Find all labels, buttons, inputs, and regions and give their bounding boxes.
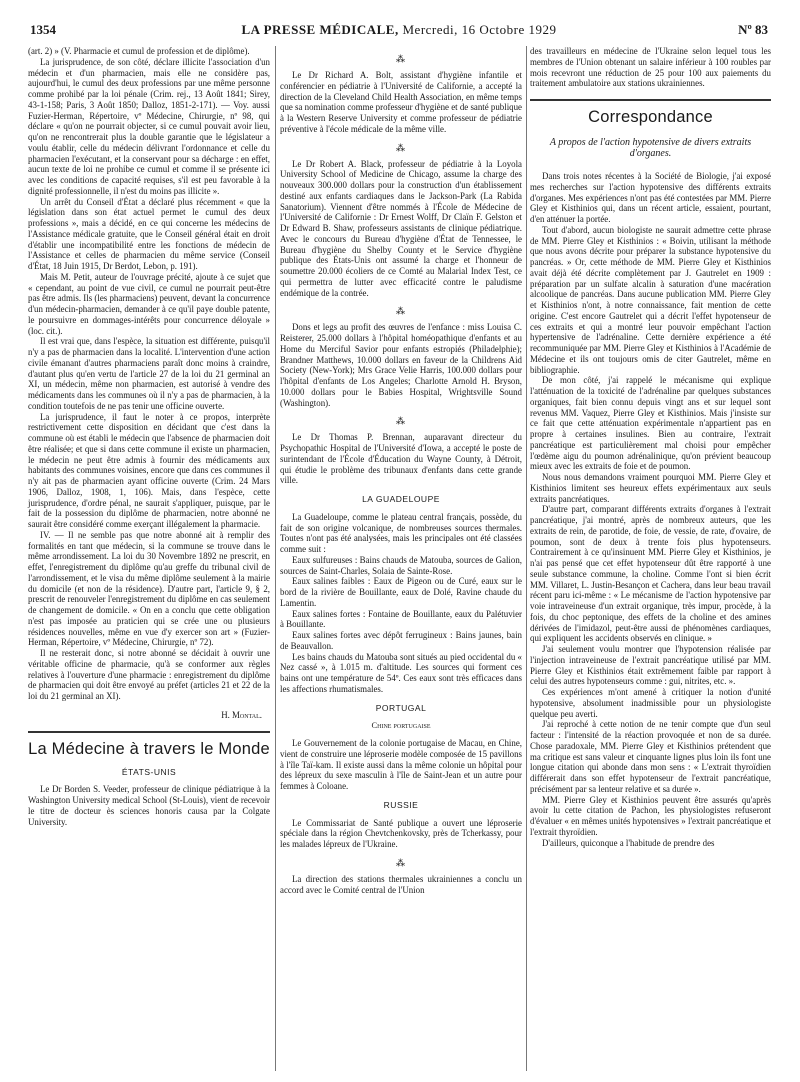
author-signature: H. Montal. bbox=[221, 709, 262, 720]
running-header bbox=[30, 22, 768, 38]
paragraph: D'autre part, comparant différents extraits d'organes à l'extrait pancréatique, j'ai montré, après de nombreux auteurs, que les extraits de rein, de parotide, de foie, de vessie, de rate, d'ovaire, de poumon, sont de deux à trente fois plus hypotenseurs. Contrairement à ce qu'insinuent MM. Pierre Gley et Kisthinios, je n'ai pas pensé que cet effet hypotenseur dût être rapporté à une seule substance commune, la choline. Comme l'ont si bien écrit MM. Villaret, L. Justin-Besançon et Cachera, dans leur beau travail récent paru ici-même : « Le mécanisme de l'action hypotensive par voie intraveineuse d'un extrait organique, très impur, procède, à la fois, du choc peptonique, des effets de la choline et des amines dérivées de l'imidazol, peut-être aussi de phénomènes cardiaques, qui expliquent les accidents observés en clinique. » bbox=[530, 504, 771, 644]
column-rule-2 bbox=[526, 46, 527, 1071]
paragraph: La jurisprudence, il faut le noter à ce propos, interprète restrictivement cette disposition en décidant que c'est dans la commune où est établi le médecin que l'absence de pharmacien doit être réalisée; et que si dans cette commune il existe un pharmacien, le médecin ne peut être admis à fournir des médicaments aux habitants des communes voisines, encore que dans ces communes il n'y ait pas de pharmacien ayant officine ouverte (Crim. 24 Mars 1906, Dalloz, 1908, 1, 106). Mais, dans l'espèce, cette jurisprudence, d'ordre pénal, ne saurait s'appliquer, puisque, par le fait de la possession du diplôme de pharmacien, notre abonné ne saurait être considéré comme exerçant illégalement la pharmacie. bbox=[28, 411, 270, 529]
paragraph: Il ne resterait donc, si notre abonné se décidait à ouvrir une véritable officine de pharmacie, qu'à se conformer aux règles relatives à l'ouverture d'une pharmacie : enregistrement du diplôme de pharmacien qui doit être envoyé au préfet (articles 21 et 22 de la loi du 21 germinal an XI). bbox=[28, 648, 270, 701]
journal-title-line bbox=[30, 22, 768, 38]
asterism-divider: ⁂ bbox=[396, 416, 406, 427]
column-rule-1 bbox=[275, 46, 276, 1071]
section-title: La Médecine à travers le Monde bbox=[28, 739, 270, 758]
paragraph: La jurisprudence, de son côté, déclare illicite l'association d'un médecin et d'un pharmacien, mais elle ne considère pas, aujourd'hui, le cumul des deux professions par une même personne comme prohibé par la loi pénale (Crim. rej., 13 Août 1841; Sirey, 43-1-158; Paris, 3 Août 1850; Dalloz, 1851-2-171). — Voy. aussi Fuzier-Herman, Répertoire, vº Médecine, Chirurgie, nº 98, qui déclare « qu'on ne pourrait objecter, si ce cumul pouvait avoir lieu, qu'on ne rencontrerait plus la double garantie que le législateur a voulu établir, celle du médecin délivrant l'ordonnance et celle du pharmacien l'exécutant, et la conservant pour sa décharge : en effet, aucun texte de loi ne prohibe ce cumul et comme il se présente ici avec les conditions de capacité requises, s'il est peu favorable à la dignité professionnelle, il n'est du moins pas illicite ». bbox=[28, 56, 270, 196]
paragraph: MM. Pierre Gley et Kisthinios peuvent être assurés qu'après avoir lu cette citation de Pachon, les physiologistes refuseront d'évaluer « en mêmes unités hypotensives » l'extrait pancréatique et l'extrait thyroïdien. bbox=[530, 794, 771, 837]
article-subtitle: A propos de l'action hypotensive de divers extraits d'organes. bbox=[549, 137, 752, 159]
asterism-divider: ⁂ bbox=[396, 142, 406, 153]
paragraph: J'ai reproché à cette notion de ne tenir compte que d'un seul facteur : l'intensité de la réaction provoquée et non de sa durée. Chose paradoxale, MM. Pierre Gley et Kisthinios prétendent que ma critique est sans valeur et cinquante lignes plus loin ils font une longue citation qui abonde dans mon sens : « L'extrait thyroïdien différerait dans son effet hypotenseur de l'extrait pancréatique, précisément par sa lenteur relative et sa durée ». bbox=[530, 719, 771, 794]
subsection-heading: ÉTATS-UNIS bbox=[121, 766, 177, 777]
paragraph: (art. 2) » (V. Pharmacie et cumul de profession et de diplôme). bbox=[28, 46, 250, 56]
paragraph: Le Dr Thomas P. Brennan, auparavant directeur du Psychopathic Hospital de l'Université d'Iowa, a accepté le poste de surintendant de l'École d'Éducation du Wayne County, à Détroit, qui étudie le problème des tribunaux d'enfants dans cette grande ville. bbox=[280, 432, 522, 486]
paragraph: Eaux salines fortes : Fontaine de Bouillante, eaux du Palétuvier à Bouillante. bbox=[280, 608, 522, 630]
paragraph: Eaux salines faibles : Eaux de Pigeon ou de Curé, eaux sur le bord de la rivière de Bouillante, eaux de Dolé, Ravine chaude du Lamentin. bbox=[280, 576, 522, 608]
paragraph: Mais M. Petit, auteur de l'ouvrage précité, ajoute à ce sujet que « cependant, au point de vue civil, ce cumul ne pourrait peut-être pas être admis. Ils (les pharmaciens) peuvent, devant la concurrence d'un médecin-pharmacien, demander à ce qu'il paye double patente, le poursuivre en dommages-intérêts pour concurrence déloyale » (loc. cit.). bbox=[28, 271, 270, 336]
paragraph: Le Dr Robert A. Black, professeur de pédiatrie à la Loyola University School of Medicine de Chicago, assume la charge des nouveaux 300.000 dollars pour la construction d'un établissement destiné aux enfants cardiaques dans le Jackson-Park (La Rabida Sanatorium). Viennent d'être nommés à l'École de Médecine de l'Université de Californie : Dr Ernest Wolff, Dr Claïn F. Gelston et Dr Edward B. Shaw, professeurs assistants de clinique pédiatrique. Avec le concours du Bureau d'hygiène d'État de Tennessee, le Bureau d'hygiène du Shelby County et le Service d'hygiène publique des États-Unis ont assumé la charge et l'honneur de soumettre 20.000 écoliers de ce Comté au Malarial Index Test, ce qui permettra de lutter avec efficacité contre le paludisme endémique de la contrée. bbox=[280, 158, 522, 298]
paragraph: D'ailleurs, quiconque a l'habitude de prendre des bbox=[542, 837, 715, 848]
paragraph: Le Dr Richard A. Bolt, assistant d'hygiène infantile et conférencier en pédiatrie à l'Université de Californie, a accepté la direction de la Cleveland Child Health Association, en même temps que sa nomination comme professeur d'hygiène et de santé publique à la Western Reserve University et comme professeur de pédiatrie préventive à l'école médicale de la même ville. bbox=[280, 70, 522, 134]
issue-date: Mercredi, 16 Octobre 1929 bbox=[402, 22, 557, 37]
section-rule bbox=[530, 99, 771, 101]
paragraph: La Guadeloupe, comme le plateau central français, possède, du fait de son origine volcanique, de nombreuses sources thermales. Toutes n'ont pas été analysées, mais les principales ont été classées comme suit : bbox=[280, 511, 522, 554]
issue-number: Nº 83 bbox=[738, 22, 768, 37]
paragraph: Le Gouvernement de la colonie portugaise de Macau, en Chine, vient de construire une léproserie modèle composée de 15 pavillons à l'île Taï-kam. Il existe aussi dans la même colonie un hôpital pour des lépreux du sexe masculin à l'île de Saint-Jean et un autre pour femmes à Coloane. bbox=[280, 738, 522, 791]
paragraph: Les bains chauds du Matouba sont situés au pied occidental du « Nez cassé », à 1.015 m. d'altitude. Les sources qui forment ces bains ont une température de 54º. Ces eaux sont très efficaces dans les affections rhumatismales. bbox=[280, 651, 522, 694]
paragraph: Eaux salines fortes avec dépôt ferrugineux : Bains jaunes, bain de Beauvallon. bbox=[280, 630, 522, 651]
paragraph: Dans trois notes récentes à la Société de Biologie, j'ai exposé mes recherches sur l'action hypotensive des différents extraits d'organes. Mes expériences n'ont pas été contestées par MM. Pierre Gley et Kisthinios qui, dans un récent article, essaient, pourtant, d'en atténuer la portée. bbox=[530, 171, 771, 224]
paragraph: Le Commissariat de Santé publique a ouvert une léproserie spéciale dans la région Chevtchenkovsky, près de Tcherkassy, pour les malades lépreux de l'Ukraine. bbox=[280, 817, 522, 849]
section-title: Correspondance bbox=[588, 108, 713, 126]
column-3 bbox=[530, 46, 771, 848]
asterism-divider: ⁂ bbox=[396, 857, 406, 868]
paragraph: De mon côté, j'ai rappelé le mécanisme qui explique l'atténuation de la toxicité de l'adrénaline par quelques substances organiques, fait bien connu depuis vingt ans et sur lequel sont revenus MM. Vaquez, Pierre Gley et Kisthinios. Mais j'insiste sur ce fait que cette atténuation expérimentale n'appartient pas en propre à certaines insulines. Bien au contraire, l'extrait pancréatique est particulièrement mal choisi pour empêcher l'œdème aigu du poumon adrénalinique, qu'on prévient beaucoup mieux avec les extraits de foie et de poumon. bbox=[530, 375, 771, 472]
paragraph: La direction des stations thermales ukrainiennes a conclu un accord avec le Comité central de l'Union bbox=[280, 873, 522, 895]
asterism-divider: ⁂ bbox=[396, 54, 406, 64]
asterism-divider: ⁂ bbox=[396, 306, 406, 317]
subsection-heading: RUSSIE bbox=[383, 799, 419, 810]
column-1 bbox=[28, 46, 270, 827]
paragraph: Tout d'abord, aucun biologiste ne saurait admettre cette phrase de MM. Pierre Gley et Kisthinios : « Boivin, utilisant la méthode que nous avons décrite pour préparer la substance hypotensive du pancréas. » Or, cette méthode de MM. Pierre Gley et Kisthinios avait déjà été décrite complètement par J. Gautrelet en 1909 : préparation par un sulfate alcalin à saturation d'une macération alcoolique de pancréas. Dans aucune publication MM. Pierre Gley et Kisthinios n'ont, à notre connaissance, fait mention de cette origine. C'est encore Gautrelet qui a décrit l'effet hypotenseur de ces extraits et qui a montré leur pouvoir empêchant l'action hypertensive de l'adrénaline. Cette dernière expérience a été recommuniquée par MM. Pierre Gley et Kisthinios à l'Académie de Médecine et ils ont toujours omis de citer Gautrelet, même en bibliographie. bbox=[530, 224, 771, 375]
subsection-subheading: Chine portugaise bbox=[371, 720, 431, 731]
paragraph: des travailleurs en médecine de l'Ukraine selon lequel tous les membres de l'Union obtenant un salaire inférieur à 100 roubles par mois recevront une réduction de 25 pour 100 aux paiements du traitement ambulatoire aux stations ukrainiennes. bbox=[530, 46, 771, 89]
journal-name: LA PRESSE MÉDICALE, bbox=[241, 22, 399, 37]
paragraph: Dons et legs au profit des œuvres de l'enfance : miss Louisa C. Reisterer, 25.000 dollars à l'hôpital homéopathique d'enfants et au Home du Merciful Savior pour enfants estropiés (Philadelphie); Brandner Matthews, 10.000 dollars en faveur de la Childrens Aid Society (New-York); Mrs Grace Velie Harris, 100.000 dollars pour l'hôpital d'enfants de Los Angeles; Charlotte Arnold H. Bryson, 10.000 dollars pour le Babies Hospital, Wrightsville Sound (Washington). bbox=[280, 322, 522, 408]
paragraph: Nous nous demandons vraiment pourquoi MM. Pierre Gley et Kisthinios limitent ses heureux effets expérimentaux aux seuls extraits pancréatiques. bbox=[530, 472, 771, 504]
paragraph: Eaux sulfureuses : Bains chauds de Matouba, sources de Galion, sources de Saint-Charles, Solaia de Sainte-Rose. bbox=[280, 554, 522, 576]
subsection-heading: LA GUADELOUPE bbox=[362, 494, 440, 504]
section-rule bbox=[28, 731, 270, 733]
paragraph: Un arrêt du Conseil d'État a déclaré plus récemment « que la législation dans son état actuel permet le cumul des deux professions », mais a décidé, en ce qui concerne les médecins de l'Assistance médicale gratuite, que le Conseil général était en droit d'établir une incompatibilité entre les fonctions de médecin de l'Assistance et celles de pharmacien du même service (Conseil d'État, 18 Juin 1915, Dr Berdot, Lebon, p. 191). bbox=[28, 196, 270, 271]
paragraph: Le Dr Borden S. Veeder, professeur de clinique pédiatrique à la Washington University medical School (St-Louis), vient de recevoir le titre de docteur ès sciences honoris causa par la Colgate University. bbox=[28, 784, 270, 827]
column-2 bbox=[280, 46, 522, 895]
paragraph: IV. — Il ne semble pas que notre abonné ait à remplir des formalités en tant que médecin, si la commune se trouve dans le même arrondissement. La loi du 30 Novembre 1892 ne prescrit, en effet, l'enregistrement du diplôme qu'au greffe du tribunal civil de l'arrondissement, et le visa du même diplôme seulement à la mairie du domicile (et non de la résidence). D'autre part, l'article 9, § 2, prescrit de renouveler l'enregistrement du diplôme en cas seulement de changement de domicile. « On en a conclu que cette obligation n'est pas imposée au praticien qui se crée une ou plusieurs résidences nouvelles, même en vue d'y exercer son art » (Fuzier-Herman, Répertoire, vº Médecine, Chirurgie, nº 72). bbox=[28, 529, 270, 648]
subsection-heading: PORTUGAL bbox=[375, 702, 427, 713]
paragraph: J'ai seulement voulu montrer que l'hypotension réalisée par l'injection intraveineuse de l'extrait pancréatique utilisé par MM. Pierre Gley et Kisthinios était extrêmement faible par rapport à celui des autres hypotenseurs comme : gui, nitrites, etc. ». bbox=[530, 644, 771, 687]
paragraph: Il est vrai que, dans l'espèce, la situation est différente, puisqu'il n'y a pas de pharmacien dans la localité. L'intervention d'une action civile émanant d'autres pharmaciens paraît donc moins à craindre, d'autant plus qu'en vertu de l'article 27 de la loi du 21 germinal an XI, un médecin, même non pharmacien, est autorisé à vendre des médicaments dans les communes où il n'y a pas de pharmacien, à la condition toutefois de ne pas tenir une officine ouverte. bbox=[28, 336, 270, 411]
page-number: 1354 bbox=[30, 22, 56, 37]
paragraph: Ces expériences m'ont amené à critiquer la notion d'unité hypotensive, absolument inadmissible pour un physiologiste quelque peu averti. bbox=[530, 687, 771, 719]
